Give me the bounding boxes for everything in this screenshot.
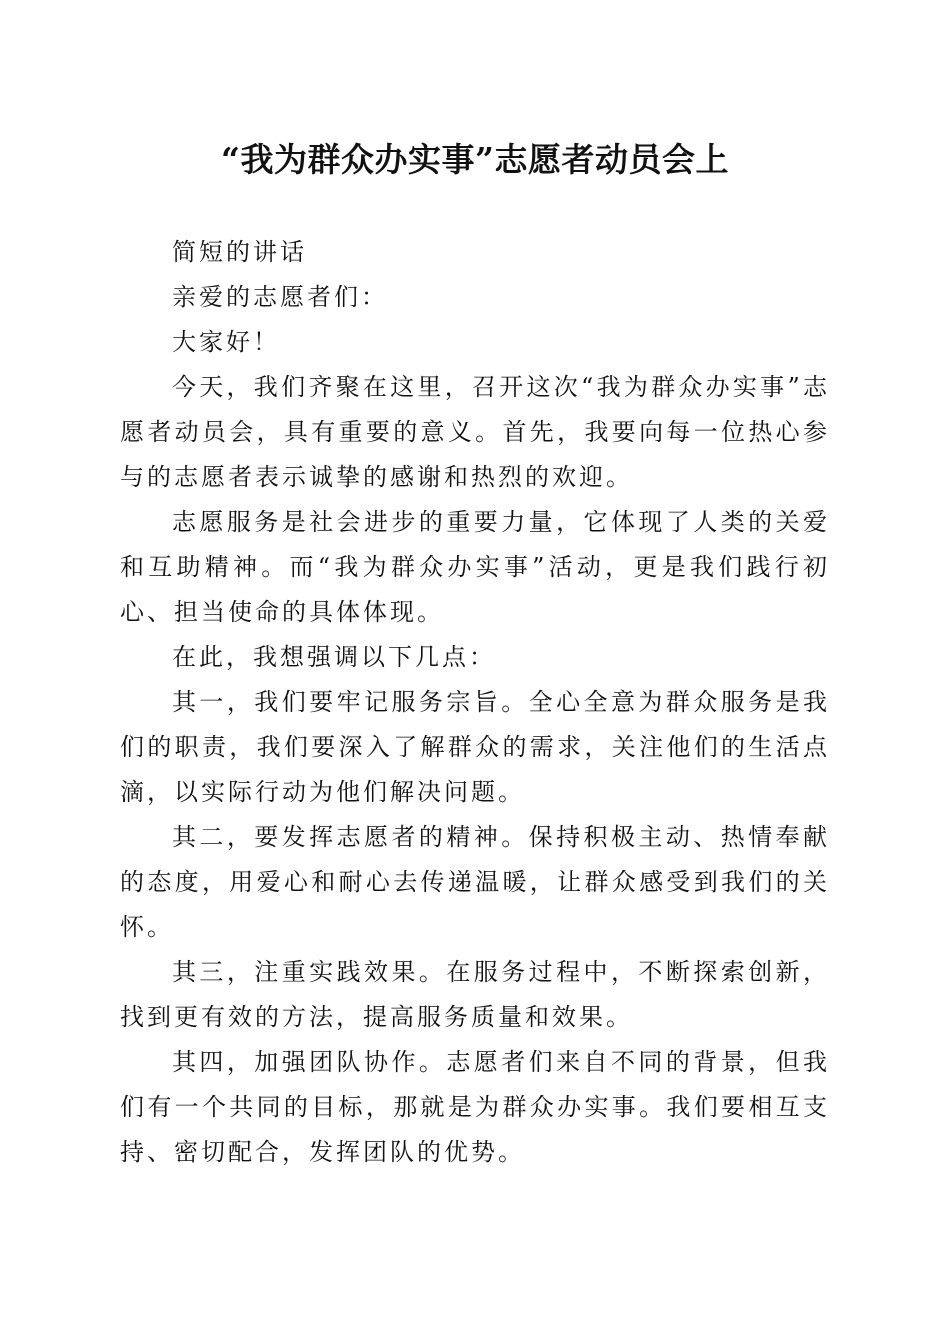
paragraph-point-two: 其二，要发挥志愿者的精神。保持积极主动、热情奉献的态度，用爱心和耐心去传递温暖，让群众感受到我们的关怀。 (120, 823, 830, 941)
paragraph-opening: 今天，我们齐聚在这里，召开这次“我为群众办实事”志愿者动员会，具有重要的意义。首先，我要向每一位热心参与的志愿者表示诚挚的感谢和热烈的欢迎。 (120, 373, 830, 491)
paragraph-point-four: 其四，加强团队协作。志愿者们来自不同的背景，但我们有一个共同的目标，那就是为群众办实事。我们要相互支持、密切配合，发挥团队的优势。 (120, 1048, 830, 1166)
paragraph-points-intro: 在此，我想强调以下几点： (172, 643, 496, 671)
paragraph-point-three: 其三，注重实践效果。在服务过程中，不断探索创新，找到更有效的方法，提高服务质量和效果。 (120, 958, 830, 1031)
document-title: “我为群众办实事”志愿者动员会上 (221, 140, 729, 179)
paragraph-point-one: 其一，我们要牢记服务宗旨。全心全意为群众服务是我们的职责，我们要深入了解群众的需求，关注他们的生活点滴，以实际行动为他们解决问题。 (120, 688, 830, 806)
paragraph-subtitle: 简短的讲话 (172, 238, 307, 266)
paragraph-significance: 志愿服务是社会进步的重要力量，它体现了人类的关爱和互助精神。而“我为群众办实事”活动，更是我们践行初心、担当使命的具体体现。 (120, 508, 830, 626)
document-body (120, 230, 830, 1175)
paragraph-greeting: 大家好！ (172, 328, 280, 356)
paragraph-salutation: 亲爱的志愿者们： (172, 283, 388, 311)
